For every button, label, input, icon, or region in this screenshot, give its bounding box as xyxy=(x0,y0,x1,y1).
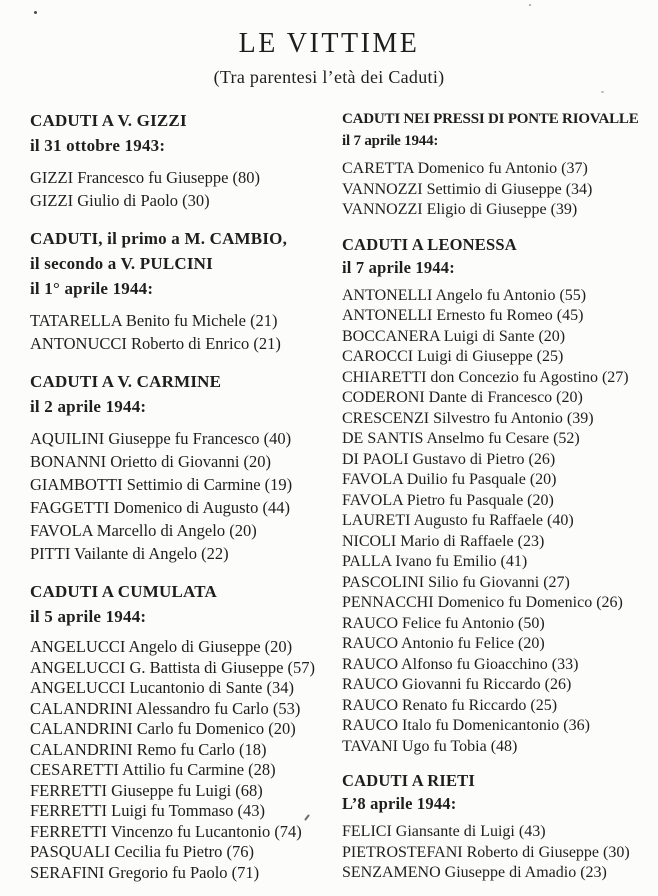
victim-entry: AQUILINI Giuseppe fu Francesco (40) xyxy=(30,429,292,448)
victim-entry: CALANDRINI Remo fu Carlo (18) xyxy=(30,739,267,759)
victim-entry: CALANDRINI Alessandro fu Carlo (53) xyxy=(30,698,301,718)
section-heading-line: CADUTI, il primo a M. CAMBIO, xyxy=(30,229,288,248)
victim-entry: CESARETTI Attilio fu Carmine (28) xyxy=(30,760,276,779)
victim-entry: VANNOZZI Settimio di Giuseppe (34) xyxy=(342,180,593,198)
victim-entry: LAURETI Augusto fu Raffaele (40) xyxy=(342,512,574,529)
victim-entry: FERRETTI Luigi fu Tommaso (43) xyxy=(30,801,266,820)
victim-entry: ANTONUCCI Roberto di Enrico (21) xyxy=(30,334,281,353)
victim-entry: CODERONI Dante di Francesco (20) xyxy=(342,389,583,406)
victim-entry: CARETTA Domenico fu Antonio (37) xyxy=(342,160,588,177)
victim-entry: FERRETTI Giuseppe fu Luigi (68) xyxy=(30,780,263,800)
section-heading xyxy=(342,769,636,815)
victim-entry: ANGELUCCI Angelo di Giuseppe (20) xyxy=(30,637,293,656)
victim-entry: RAUCO Italo fu Domenicantonio (36) xyxy=(342,717,590,734)
section-heading-line: il 31 ottobre 1943: xyxy=(30,136,166,155)
victim-entry: SERAFINI Gregorio fu Paolo (71) xyxy=(30,862,260,882)
section-heading-line: il 2 aprile 1944: xyxy=(30,397,147,416)
victim-entry: CALANDRINI Carlo fu Domenico (20) xyxy=(30,719,296,738)
section-heading-line: L’8 aprile 1944: xyxy=(342,794,457,813)
section-heading xyxy=(30,226,335,301)
victim-entry: GIZZI Giulio di Paolo (30) xyxy=(30,191,210,210)
victim-entry: FAVOLA Pietro fu Pasquale (20) xyxy=(342,491,554,509)
victim-entry: DI PAOLI Gustavo di Pietro (26) xyxy=(342,450,556,468)
victims-section xyxy=(342,769,636,884)
victim-entry: GIZZI Francesco fu Giuseppe (80) xyxy=(30,168,261,187)
victim-entry: CHIARETTI don Concezio fu Agostino (27) xyxy=(342,368,629,386)
victim-entry: PASQUALI Cecilia fu Pietro (76) xyxy=(30,842,254,861)
victim-entry: RAUCO Alfonso fu Gioacchino (33) xyxy=(342,655,579,673)
victim-entry: BONANNI Orietto di Giovanni (20) xyxy=(30,452,272,471)
section-heading xyxy=(30,579,335,629)
section-heading-line: il 1° aprile 1944: xyxy=(30,279,154,298)
victims-section xyxy=(30,226,335,355)
victim-entry: ANGELUCCI G. Battista di Giuseppe (57) xyxy=(30,657,316,677)
victim-entry: TATARELLA Benito fu Michele (21) xyxy=(30,311,278,330)
scan-speck xyxy=(529,4,531,6)
victim-entry: PENNACCHI Domenico fu Domenico (26) xyxy=(342,594,623,611)
section-heading-line: CADUTI NEI PRESSI DI PONTE RIOVALLE xyxy=(342,111,639,127)
right-column xyxy=(335,108,639,896)
victim-entry: RAUCO Renato fu Riccardo (25) xyxy=(342,696,558,714)
victims-section xyxy=(30,369,335,565)
section-heading xyxy=(30,108,335,158)
victim-entry: ANTONELLI Angelo fu Antonio (55) xyxy=(342,286,587,304)
victim-entry: PITTI Vailante di Angelo (22) xyxy=(30,544,229,563)
page-title: LE VITTIME xyxy=(238,28,420,59)
section-heading-line: CADUTI A RIETI xyxy=(342,771,476,790)
scan-speck xyxy=(34,11,37,14)
victim-list xyxy=(30,166,335,212)
left-column xyxy=(30,108,335,896)
victim-entry: DE SANTIS Anselmo fu Cesare (52) xyxy=(342,430,580,447)
victim-entry: RAUCO Antonio fu Felice (20) xyxy=(342,635,545,652)
victim-list xyxy=(30,637,335,883)
victim-entry: VANNOZZI Eligio di Giuseppe (39) xyxy=(342,201,578,218)
scan-speck xyxy=(601,91,604,93)
victim-entry: FAVOLA Marcello di Angelo (20) xyxy=(30,521,257,540)
victim-list xyxy=(342,286,636,758)
section-heading-line: CADUTI A V. CARMINE xyxy=(30,372,222,391)
victims-section xyxy=(342,233,636,758)
victim-entry: PALLA Ivano fu Emilio (41) xyxy=(342,553,528,570)
section-heading-line: il 7 aprile 1944: xyxy=(342,133,439,149)
victim-entry: BOCCANERA Luigi di Sante (20) xyxy=(342,327,566,345)
two-column-layout xyxy=(0,108,658,896)
victim-entry: PASCOLINI Silio fu Giovanni (27) xyxy=(342,573,570,591)
victim-entry: ANTONELLI Ernesto fu Romeo (45) xyxy=(342,307,584,324)
victim-list xyxy=(342,159,636,221)
section-heading-line: CADUTI A LEONESSA xyxy=(342,234,517,254)
victim-list xyxy=(30,427,335,565)
section-heading xyxy=(342,108,639,152)
page-subtitle: (Tra parentesi l’età dei Caduti) xyxy=(213,67,445,87)
victims-section xyxy=(30,579,335,883)
victim-entry: PIETROSTEFANI Roberto di Giuseppe (30) xyxy=(342,843,630,861)
victims-section xyxy=(342,108,639,221)
victim-entry: CAROCCI Luigi di Giuseppe (25) xyxy=(342,348,564,365)
victim-entry: CRESCENZI Silvestro fu Antonio (39) xyxy=(342,409,594,427)
section-heading-line: il secondo a V. PULCINI xyxy=(30,254,213,273)
victim-entry: ANGELUCCI Lucantonio di Sante (34) xyxy=(30,678,294,697)
victim-entry: FAVOLA Duilio fu Pasquale (20) xyxy=(342,471,557,488)
victims-section xyxy=(30,108,335,212)
victim-entry: SENZAMENO Giuseppe di Amadio (23) xyxy=(342,864,607,881)
section-heading xyxy=(342,233,636,279)
victim-entry: TAVANI Ugo fu Tobia (48) xyxy=(342,737,518,755)
victim-entry: RAUCO Felice fu Antonio (50) xyxy=(342,614,545,632)
section-heading-line: il 7 aprile 1944: xyxy=(342,257,455,277)
victim-entry: FERRETTI Vincenzo fu Lucantonio (74) xyxy=(30,821,302,841)
section-heading-line: il 5 aprile 1944: xyxy=(30,607,147,626)
victim-entry: NICOLI Mario di Raffaele (23) xyxy=(342,532,545,550)
victim-list xyxy=(30,309,335,355)
victim-entry: GIAMBOTTI Settimio di Carmine (19) xyxy=(30,475,293,494)
victim-entry: FAGGETTI Domenico di Augusto (44) xyxy=(30,498,290,517)
victim-list xyxy=(342,822,636,884)
victim-entry: RAUCO Giovanni fu Riccardo (26) xyxy=(342,676,572,693)
section-heading-line: CADUTI A CUMULATA xyxy=(30,582,217,601)
masthead xyxy=(0,0,658,90)
section-heading xyxy=(30,369,335,419)
victim-entry: FELICI Giansante di Luigi (43) xyxy=(342,823,546,840)
section-heading-line: CADUTI A V. GIZZI xyxy=(30,111,187,130)
